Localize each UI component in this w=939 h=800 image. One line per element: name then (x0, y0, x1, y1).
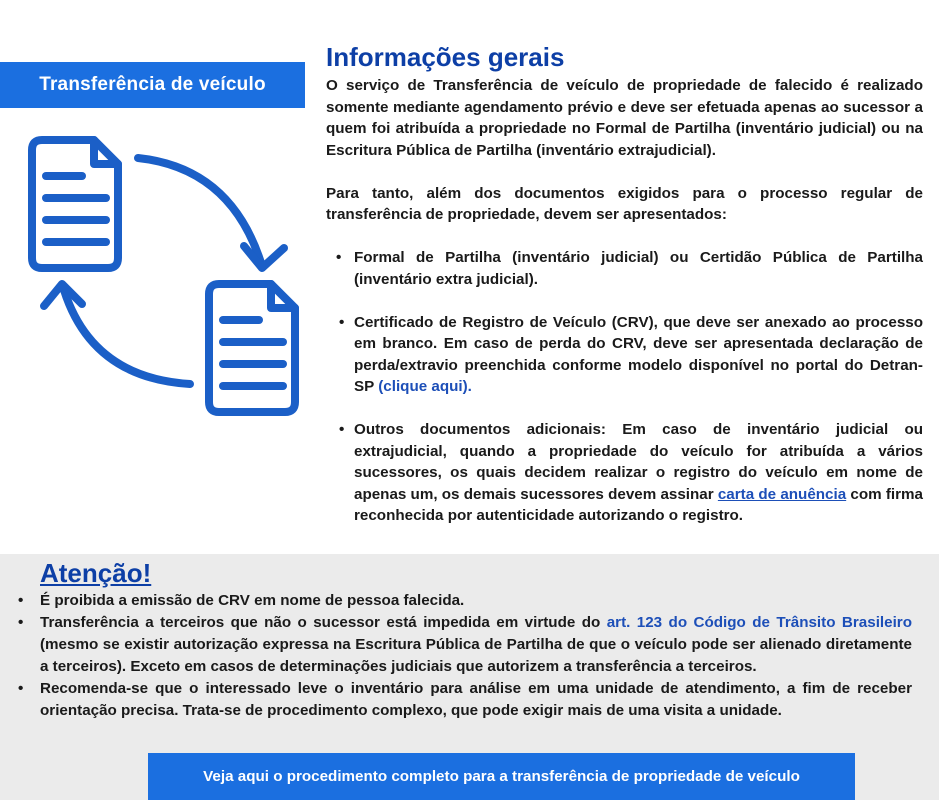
bullet-icon: • (18, 592, 24, 609)
bullet-icon: • (339, 421, 345, 438)
bullet-icon: • (336, 249, 342, 266)
list-item: • Outros documentos adicionais: Em caso de inventário judicial ou extrajudicial, quando a propriedade do veículo for atribuída a vários sucessores, os quais decidem realizar o registro do veículo em nome de apenas um, os demais sucessores devem assinar carta de anuência com firma reconhecida por autenticidade autorizando o registro. (339, 421, 923, 524)
bullet-icon: • (339, 313, 345, 331)
document-list (326, 247, 923, 527)
document-icon-left (32, 140, 118, 268)
document-icon-right (209, 284, 295, 412)
full-procedure-button[interactable] (148, 753, 855, 800)
document-transfer-cycle-icon (22, 128, 312, 428)
lead-paragraph: Para tanto, além dos documentos exigidos para o processo regular de transferência de propriedade, devem ser apresentados: (326, 184, 923, 223)
list-item: • Formal de Partilha (inventário judicial) ou Certidão Pública de Partilha (inventário extra judicial). (336, 249, 923, 288)
list-item: • Transferência a terceiros que não o sucessor está impedida em virtude do art. 123 do Código de Trânsito Brasileiro (mesmo se existir autorização expressa na Escritura Pública de Partilha de que o veículo pode ser alienado diretamente a terceiros). Exceto em casos de determinações judiciais que autorizem a transferência a terceiros. (18, 614, 912, 675)
list-item: • Certificado de Registro de Veículo (CRV), que deve ser anexado ao processo em branco. Em caso de perda do CRV, deve ser apresentada declaração de perda/extravio preenchida conforme modelo disponível no portal do Detran-SP (clique aqui). (339, 313, 923, 395)
full-procedure-button-label: Veja aqui o procedimento completo para a transferência de propriedade de veículo (203, 768, 800, 785)
consent-letter-link[interactable]: carta de anuência (717, 485, 847, 503)
list-item: • Recomenda-se que o interessado leve o inventário para análise em uma unidade de atendimento, a fim de receber orientação precisa. Trata-se de procedimento complexo, que pode exigir mais de uma visita a unidade. (18, 680, 912, 719)
section-badge (0, 62, 305, 108)
section-badge-label: Transferência de veículo (39, 74, 266, 95)
attention-title: Atenção! (40, 558, 152, 588)
general-info-section (326, 40, 923, 548)
click-here-link[interactable]: (clique aqui). (378, 378, 472, 395)
ctb-article-link[interactable]: art. 123 do Código de Trânsito Brasileiro (606, 614, 912, 631)
attention-list (18, 590, 912, 722)
bullet-icon: • (18, 614, 24, 631)
intro-paragraph: O serviço de Transferência de veículo de propriedade de falecido é realizado somente mediante agendamento prévio e deve ser efetuada apenas ao sucessor a quem foi atribuída a propriedade no Formal de Partilha (inventário judicial) ou na Escritura Pública de Partilha (inventário extrajudicial). (326, 77, 923, 159)
list-item: • É proibida a emissão de CRV em nome de pessoa falecida. (18, 590, 912, 612)
bullet-icon: • (18, 680, 24, 697)
section-title: Informações gerais (326, 42, 565, 72)
